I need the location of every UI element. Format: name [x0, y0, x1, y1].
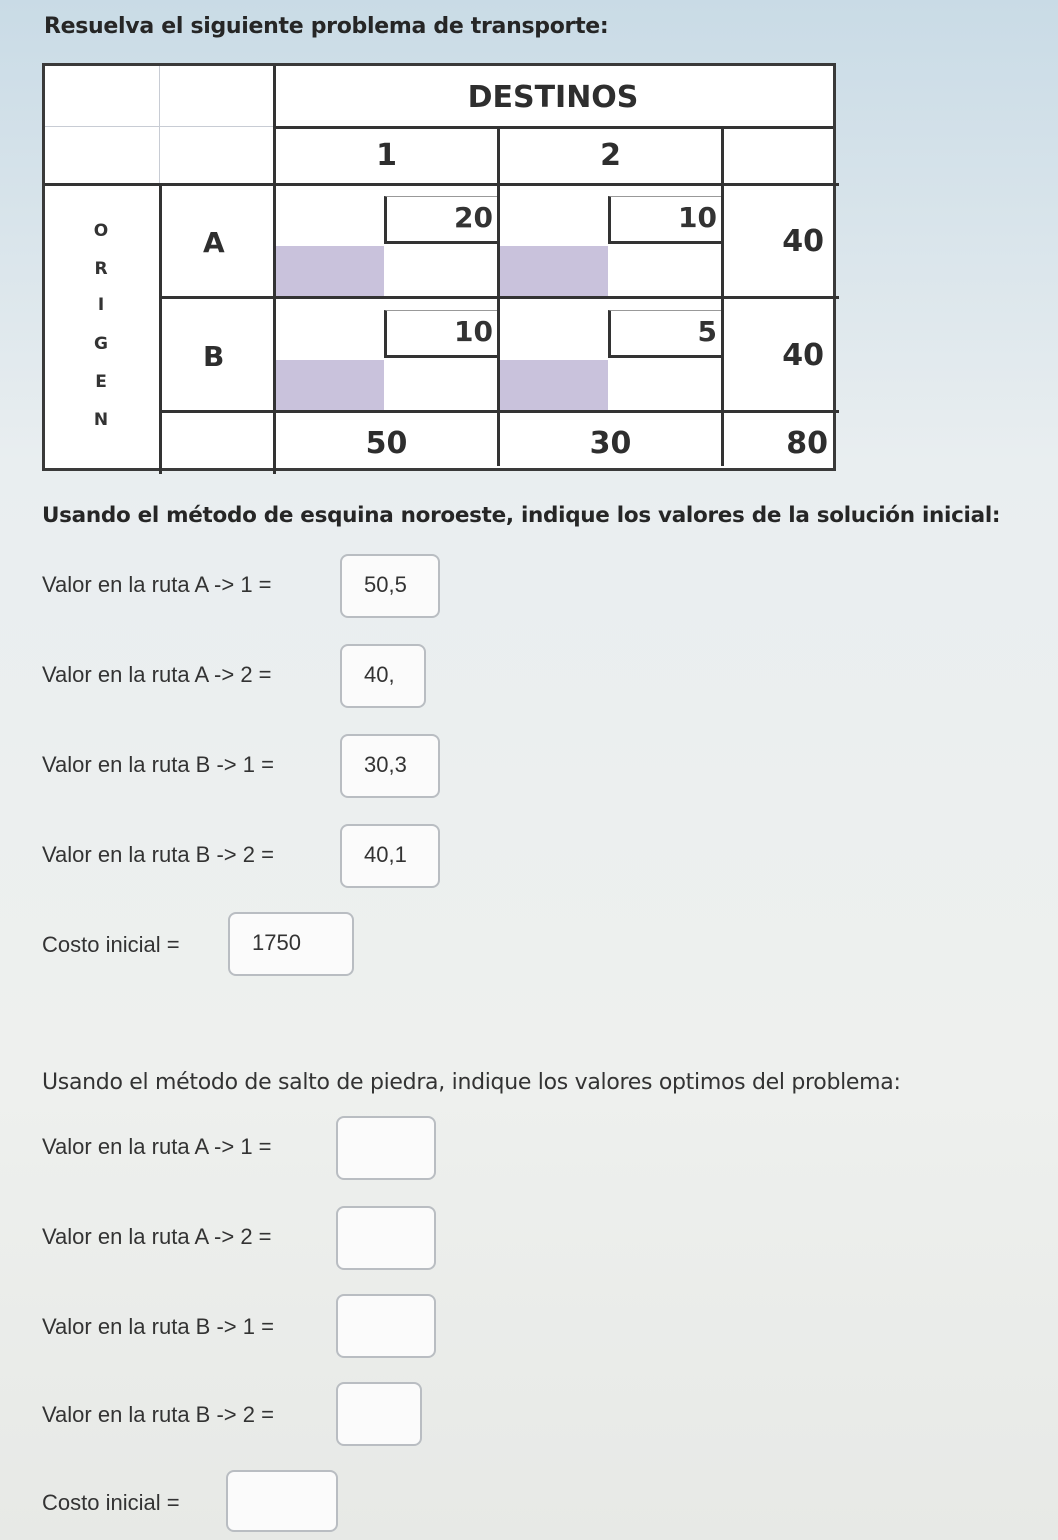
- destinos-header: DESTINOS: [467, 80, 639, 115]
- transport-table: [42, 63, 836, 471]
- answer-b1-input[interactable]: 30,3: [340, 734, 440, 798]
- origin-a-label: A: [203, 226, 225, 259]
- optimal-cost-input[interactable]: [226, 1470, 338, 1532]
- optimal-a2-input[interactable]: [336, 1206, 436, 1270]
- initial-cost-input[interactable]: 1750: [228, 912, 354, 976]
- section1-prompt: Usando el método de esquina noroeste, indique los valores de la solución inicial:: [42, 503, 1001, 528]
- origen-letter: N: [93, 410, 109, 430]
- supply-a: 40: [782, 224, 824, 259]
- cost-a-1: 20: [384, 196, 497, 244]
- answer-b2-input[interactable]: 40,1: [340, 824, 440, 888]
- field-label: Valor en la ruta A -> 2 =: [42, 1224, 272, 1249]
- origen-letter: O: [93, 221, 109, 241]
- cost-label: Costo inicial =: [42, 932, 180, 957]
- answer-a1-input[interactable]: 50,5: [340, 554, 440, 618]
- total-demand: 80: [786, 426, 828, 461]
- page-title: Resuelva el siguiente problema de transporte:: [44, 14, 609, 39]
- cost-b-2: 5: [608, 310, 721, 358]
- optimal-a1-input[interactable]: [336, 1116, 436, 1180]
- origen-letter: G: [94, 334, 108, 354]
- origen-letter: R: [94, 259, 108, 279]
- origen-letter: I: [97, 295, 105, 315]
- field-label: Valor en la ruta A -> 2 =: [42, 662, 272, 687]
- destination-1-header: 1: [376, 138, 397, 173]
- optimal-b1-input[interactable]: [336, 1294, 436, 1358]
- cost-a-2: 10: [608, 196, 721, 244]
- answer-a2-input[interactable]: 40,: [340, 644, 426, 708]
- cost-label: Costo inicial =: [42, 1490, 180, 1515]
- field-label: Valor en la ruta B -> 1 =: [42, 752, 274, 777]
- origin-b-label: B: [203, 340, 225, 373]
- field-label: Valor en la ruta A -> 1 =: [42, 572, 272, 597]
- supply-b: 40: [782, 338, 824, 373]
- section2-prompt: Usando el método de salto de piedra, indique los valores optimos del problema:: [42, 1070, 901, 1095]
- field-label: Valor en la ruta B -> 2 =: [42, 842, 274, 867]
- demand-1: 50: [365, 426, 408, 461]
- field-label: Valor en la ruta B -> 1 =: [42, 1314, 274, 1339]
- destination-2-header: 2: [600, 138, 621, 173]
- optimal-b2-input[interactable]: [336, 1382, 422, 1446]
- demand-2: 30: [589, 426, 632, 461]
- cost-b-1: 10: [384, 310, 497, 358]
- field-label: Valor en la ruta B -> 2 =: [42, 1402, 274, 1427]
- field-label: Valor en la ruta A -> 1 =: [42, 1134, 272, 1159]
- origen-letter: E: [95, 372, 107, 392]
